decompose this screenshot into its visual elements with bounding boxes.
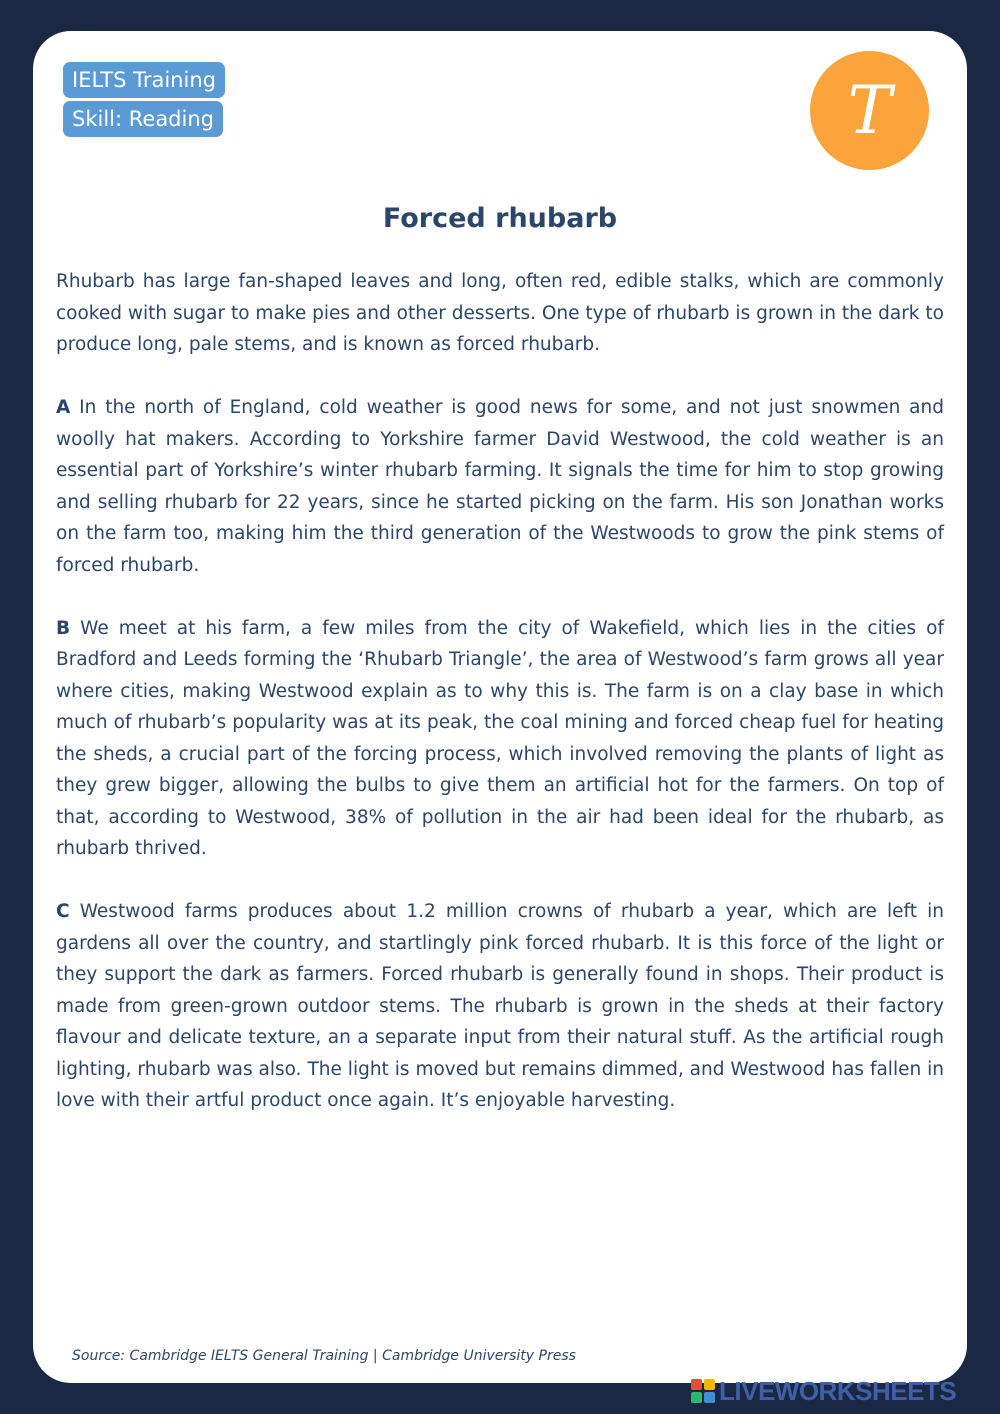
paragraph-c bbox=[56, 896, 944, 1117]
paragraph-b bbox=[56, 613, 944, 865]
worksheet-page bbox=[33, 31, 967, 1383]
liveworksheets-logo-icon bbox=[691, 1379, 715, 1403]
paragraph-letter: A bbox=[56, 397, 71, 418]
brand-logo bbox=[810, 51, 929, 170]
intro-paragraph: Rhubarb has large fan-shaped leaves and long, often red, edible stalks, which are commonly cooked with sugar to make pies and other desserts. One type of rhubarb is grown in the dark to produce long, pale stems, and is known as forced rhubarb. bbox=[56, 271, 944, 355]
liveworksheets-wordmark: LIVEWORKSHEETS bbox=[719, 1375, 957, 1406]
brand-logo-letter: T bbox=[847, 72, 892, 149]
source-citation: Source: Cambridge IELTS General Training | Cambridge University Press bbox=[72, 1348, 576, 1364]
page-title: Forced rhubarb bbox=[382, 203, 618, 234]
reading-passage bbox=[56, 266, 944, 1148]
paragraph-a bbox=[56, 392, 944, 581]
paragraph-text: We meet at his farm, a few miles from the city of Wakefield, which lies in the cities of Bradford and Leeds forming the ‘Rhubarb Triangle’, the area of Westwood’s farm grows all year where cities, making Westwood explain as to why this is. The farm is on a clay base in which much of rhubarb’s popularity was at its peak, the coal mining and forced cheap fuel for heating the sheds, a crucial part of the forcing process, which involved removing the plants of light as they grew bigger, allowing the bulbs to give them an artificial hot for the farmers. On top of that, according to Westwood, 38% of pollution in the air had been ideal for the rhubarb, as rhubarb thrived. bbox=[56, 617, 944, 859]
course-tag: IELTS Training bbox=[63, 62, 225, 98]
paragraph-text: In the north of England, cold weather is good news for some, and not just snowmen and woolly hat makers. According to Yorkshire farmer David Westwood, the cold weather is an essential part of Yorkshire’s winter rhubarb farming. It signals the time for him to stop growing and selling rhubarb for 22 years, since he started picking on the farm. His son Jonathan works on the farm too, making him the third generation of the Westwoods to grow the pink stems of forced rhubarb. bbox=[56, 397, 944, 576]
paragraph-text: Westwood farms produces about 1.2 million crowns of rhubarb a year, which are left in gardens all over the country, and startlingly pink forced rhubarb. It is this force of the light or they support the dark as farmers. Forced rhubarb is generally found in shops. Their product is made from green-grown outdoor stems. The rhubarb is grown in the sheds at their factory flavour and delicate texture, an a separate input from their natural stuff. As the artificial rough lighting, rhubarb was also. The light is moved but remains dimmed, and Westwood has fallen in love with their artful product once again. It’s enjoyable harvesting. bbox=[56, 901, 944, 1111]
liveworksheets-watermark[interactable] bbox=[691, 1376, 956, 1406]
skill-tag: Skill: Reading bbox=[63, 101, 223, 137]
paragraph-letter: C bbox=[56, 901, 70, 922]
paragraph-letter: B bbox=[56, 617, 71, 639]
